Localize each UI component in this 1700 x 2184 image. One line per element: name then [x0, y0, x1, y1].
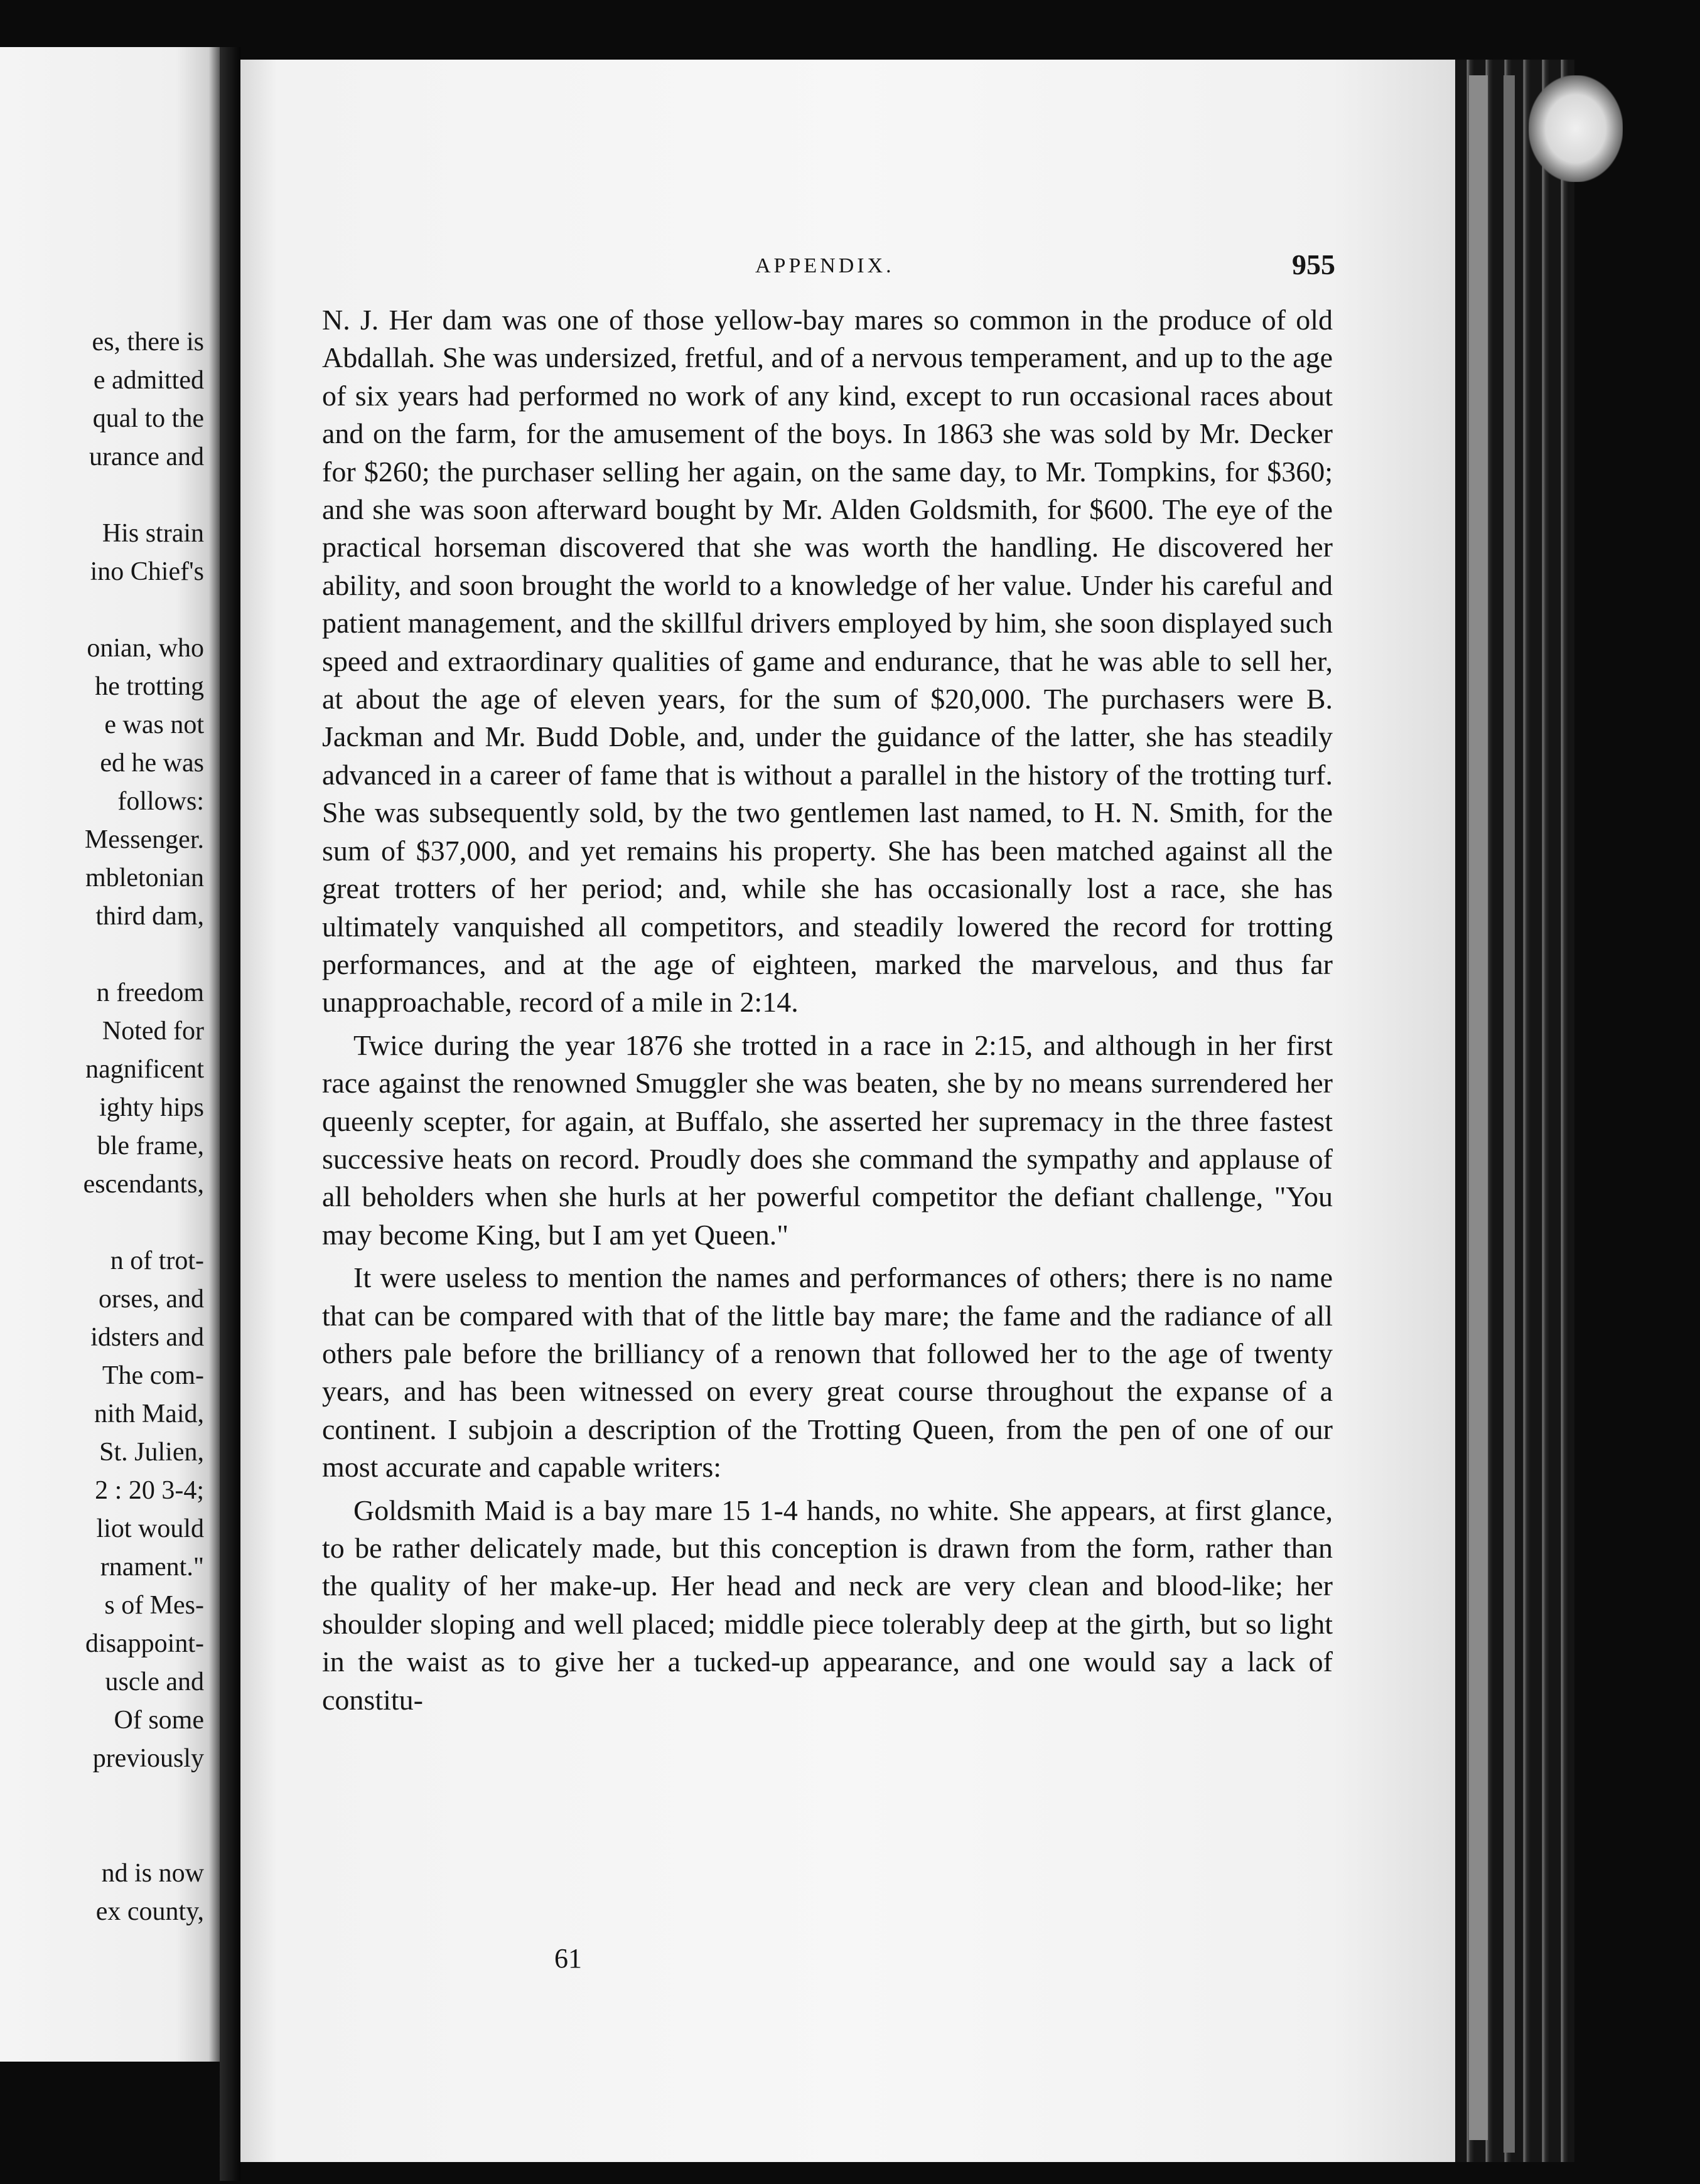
left-page-line: ighty hips: [99, 1093, 204, 1122]
left-page-line: ed he was: [100, 749, 204, 778]
left-page-line: he trotting: [95, 672, 204, 701]
left-page-line: Of some: [114, 1706, 204, 1735]
left-page-line: e was not: [104, 710, 204, 739]
left-page-line: disappoint-: [85, 1629, 204, 1658]
left-page-line: third dam,: [95, 902, 204, 931]
left-page-line: liot would: [96, 1514, 204, 1543]
left-page-line: The com-: [102, 1361, 204, 1390]
page-number: 955: [1292, 249, 1335, 281]
body-text: [322, 301, 1333, 1724]
paragraph: It were useless to mention the names and performances of others; there is no name that can be compared with that of the little bay mare; the fame and the radiance of all others pale before the brilliancy of a renown that followed her to the age of twenty years, and has been witnessed on every great course throughout the expanse of a continent. I subjoin a description of the Trotting Queen, from the pen of one of our most accurate and capable writers:: [322, 1261, 1333, 1484]
paragraph: N. J. Her dam was one of those yellow-bay mares so common in the produce of old Abdallah. She was undersized, fretful, and of a nervous temperament, and up to the age of six years had performed no work of any kind, except to run occasional races about and on the farm, for the amusement of the boys. In 1863 she was sold by Mr. Decker for $260; the purchaser selling her again, on the same day, to Mr. Tompkins, for $360; and she was soon afterward bought by Mr. Alden Goldsmith, for $600. The eye of the practical horseman discovered that she was worth the handling. He discovered her ability, and soon brought the world to a knowledge of her value. Under his careful and patient management, and the skillful drivers employed by him, she soon displayed such speed and extraordinary qualities of game and endurance, that he was able to sell her, at about the age of eleven years, for the sum of $20,000. The purchasers were B. Jackman and Mr. Budd Doble, and, under the guidance of the latter, she has steadily advanced in a career of fame that is without a parallel in the history of the trotting turf. She was subsequently sold, by the two gentlemen last named, to H. N. Smith, for the sum of $37,000, and yet remains his property. She has been matched against all the great trotters of her period; and, while she has occasionally lost a race, she has ultimately vanquished all competitors, and steadily lowered the record for trotting performances, and at the age of eighteen, marked the marvelous, and thus far unapproachable, record of a mile in 2:14.: [322, 304, 1333, 1019]
left-page-line: urance and: [89, 442, 204, 471]
left-page-line: previously: [92, 1744, 204, 1773]
left-page-line: n of trot-: [110, 1246, 204, 1275]
left-page-line: ble frame,: [97, 1132, 204, 1160]
left-page-line: Messenger.: [84, 825, 204, 854]
left-page-line: idsters and: [90, 1323, 204, 1352]
left-page-line: onian, who: [87, 634, 204, 663]
paragraph: Goldsmith Maid is a bay mare 15 1-4 hands, no white. She appears, at first glance, to be rather delicately made, but this conception is drawn from the form, rather than the quality of her make-up. Her head and neck are very clean and blood-like; her shoulder sloping and well placed; middle piece tolerably deep at the girth, but so light in the waist as to give her a tucked-up appearance, and one would say a lack of constitu-: [322, 1494, 1333, 1716]
left-page-line: nd is now: [101, 1859, 204, 1888]
left-page-line: es, there is: [92, 328, 204, 356]
left-page-line: n freedom: [96, 978, 204, 1007]
left-page-line: s of Mes-: [104, 1591, 204, 1620]
left-page-line: orses, and: [99, 1285, 204, 1314]
left-page-line: nagnificent: [85, 1055, 204, 1084]
paragraph: Twice during the year 1876 she trotted in a race in 2:15, and although in her first race against the renowned Smuggler she was beaten, she by no means surrendered her queenly scepter, for again, at Buffalo, she asserted her supremacy in the three fastest successive heats on record. Proudly does she command the sympathy and applause of all beholders when she hurls at her powerful competitor the defiant challenge, "You may become King, but I am yet Queen.": [322, 1029, 1333, 1251]
left-page-line: follows:: [117, 787, 204, 816]
left-page-line: [0, 1816, 204, 1855]
left-page-line: uscle and: [105, 1667, 204, 1696]
left-page-line: [0, 1778, 204, 1816]
page-edge-highlight: [1469, 75, 1488, 2140]
left-page: [0, 47, 220, 2062]
book-gutter: [220, 47, 240, 2181]
left-page-line: ex county,: [95, 1897, 204, 1926]
left-page-line: nith Maid,: [94, 1400, 204, 1428]
left-page-line: rnament.": [100, 1553, 204, 1582]
left-page-line: [0, 591, 204, 629]
running-header: [240, 248, 1455, 298]
signature-mark: 61: [554, 1943, 582, 1974]
left-page-text: [0, 323, 204, 1931]
left-page-line: [0, 476, 204, 515]
left-page-line: mbletonian: [85, 864, 204, 892]
left-page-line: e admitted: [93, 366, 204, 395]
right-page: [240, 60, 1455, 2162]
page-edge-highlight: [1504, 75, 1515, 2153]
torn-paper-fragment: [1529, 75, 1623, 182]
left-page-line: escendants,: [83, 1170, 204, 1199]
left-page-line: [0, 1204, 204, 1242]
left-page-line: ino Chief's: [90, 557, 204, 586]
left-page-line: [0, 936, 204, 974]
left-page-line: St. Julien,: [99, 1438, 204, 1467]
left-page-line: Noted for: [102, 1017, 204, 1046]
left-page-line: 2 : 20 3-4;: [95, 1476, 204, 1505]
left-page-line: His strain: [102, 519, 204, 548]
left-page-line: qual to the: [92, 404, 204, 433]
header-title: APPENDIX.: [755, 254, 895, 277]
